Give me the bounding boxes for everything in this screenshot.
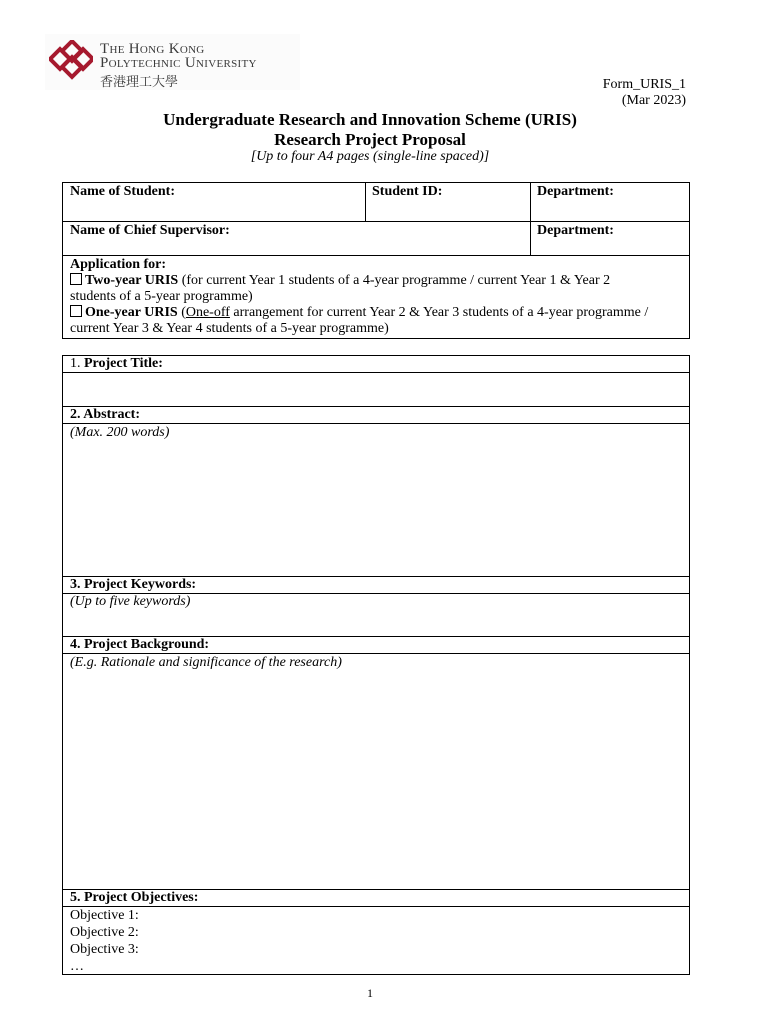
form-date: (Mar 2023) bbox=[621, 93, 686, 108]
objective-ellipsis: … bbox=[70, 959, 84, 974]
one-year-description-cont: current Year 3 & Year 4 students of a 5-year programme) bbox=[70, 321, 389, 336]
section-divider bbox=[62, 406, 690, 407]
one-off-text: One-off bbox=[185, 305, 230, 320]
student-id-label: Student ID: bbox=[372, 184, 443, 199]
project-title-field[interactable] bbox=[63, 373, 689, 406]
two-year-checkbox[interactable] bbox=[70, 273, 82, 285]
keywords-field[interactable] bbox=[63, 594, 689, 635]
background-field[interactable] bbox=[63, 654, 689, 888]
one-year-title: One-year URIS bbox=[85, 305, 178, 320]
table-divider bbox=[365, 182, 366, 221]
objectives-field[interactable] bbox=[70, 907, 139, 975]
table-divider bbox=[62, 221, 690, 222]
keywords-hint: (Up to five keywords) bbox=[70, 594, 191, 609]
option-one-year bbox=[70, 305, 685, 321]
logo-text-line1: The Hong Kong bbox=[100, 41, 205, 57]
abstract-hint: (Max. 200 words) bbox=[70, 425, 170, 440]
section-4-title: 4. Project Background: bbox=[70, 637, 210, 652]
two-year-description: (for current Year 1 students of a 4-year programme / current Year 1 & Year 2 bbox=[178, 273, 611, 288]
one-year-description: arrangement for current Year 2 & Year 3 students of a 4-year programme / bbox=[229, 305, 649, 320]
logo-text-line2: Polytechnic University bbox=[100, 55, 257, 71]
application-section bbox=[70, 257, 685, 337]
section-1-header bbox=[70, 356, 163, 372]
section-divider bbox=[62, 906, 690, 907]
section-1-title: Project Title: bbox=[84, 356, 163, 371]
document-subtitle: Research Project Proposal bbox=[274, 130, 466, 149]
document-title: Undergraduate Research and Innovation Scheme (URIS) bbox=[163, 110, 577, 129]
background-hint: (E.g. Rationale and significance of the research) bbox=[70, 655, 342, 670]
supervisor-department-label: Department: bbox=[537, 223, 614, 238]
section-2-title: 2. Abstract: bbox=[70, 407, 140, 422]
university-logo bbox=[45, 34, 300, 90]
objective-item: Objective 2: bbox=[70, 925, 139, 940]
chief-supervisor-label: Name of Chief Supervisor: bbox=[70, 223, 230, 238]
section-1-number: 1. bbox=[70, 356, 84, 371]
table-divider bbox=[530, 182, 531, 255]
objective-item: Objective 3: bbox=[70, 942, 139, 957]
form-code: Form_URIS_1 bbox=[602, 77, 686, 92]
form-code-block bbox=[603, 77, 686, 109]
table-divider bbox=[62, 255, 690, 256]
logo-text-chinese: 香港理工大學 bbox=[100, 75, 179, 90]
application-for-label: Application for: bbox=[70, 257, 167, 272]
student-name-label: Name of Student: bbox=[70, 184, 175, 199]
page-limit-note: [Up to four A4 pages (single-line spaced)] bbox=[250, 149, 490, 164]
one-year-checkbox[interactable] bbox=[70, 305, 82, 317]
page-number: 1 bbox=[367, 986, 373, 1000]
section-3-title: 3. Project Keywords: bbox=[70, 577, 197, 592]
one-year-description-open: ( bbox=[177, 305, 186, 320]
two-year-description-cont: students of a 5-year programme) bbox=[70, 289, 253, 304]
department-label: Department: bbox=[537, 184, 614, 199]
section-5-title: 5. Project Objectives: bbox=[70, 890, 199, 905]
objective-item: Objective 1: bbox=[70, 908, 139, 923]
two-year-title: Two-year URIS bbox=[85, 273, 179, 288]
option-two-year bbox=[70, 273, 685, 289]
polyu-emblem-icon bbox=[49, 40, 93, 84]
abstract-field[interactable] bbox=[63, 424, 689, 575]
